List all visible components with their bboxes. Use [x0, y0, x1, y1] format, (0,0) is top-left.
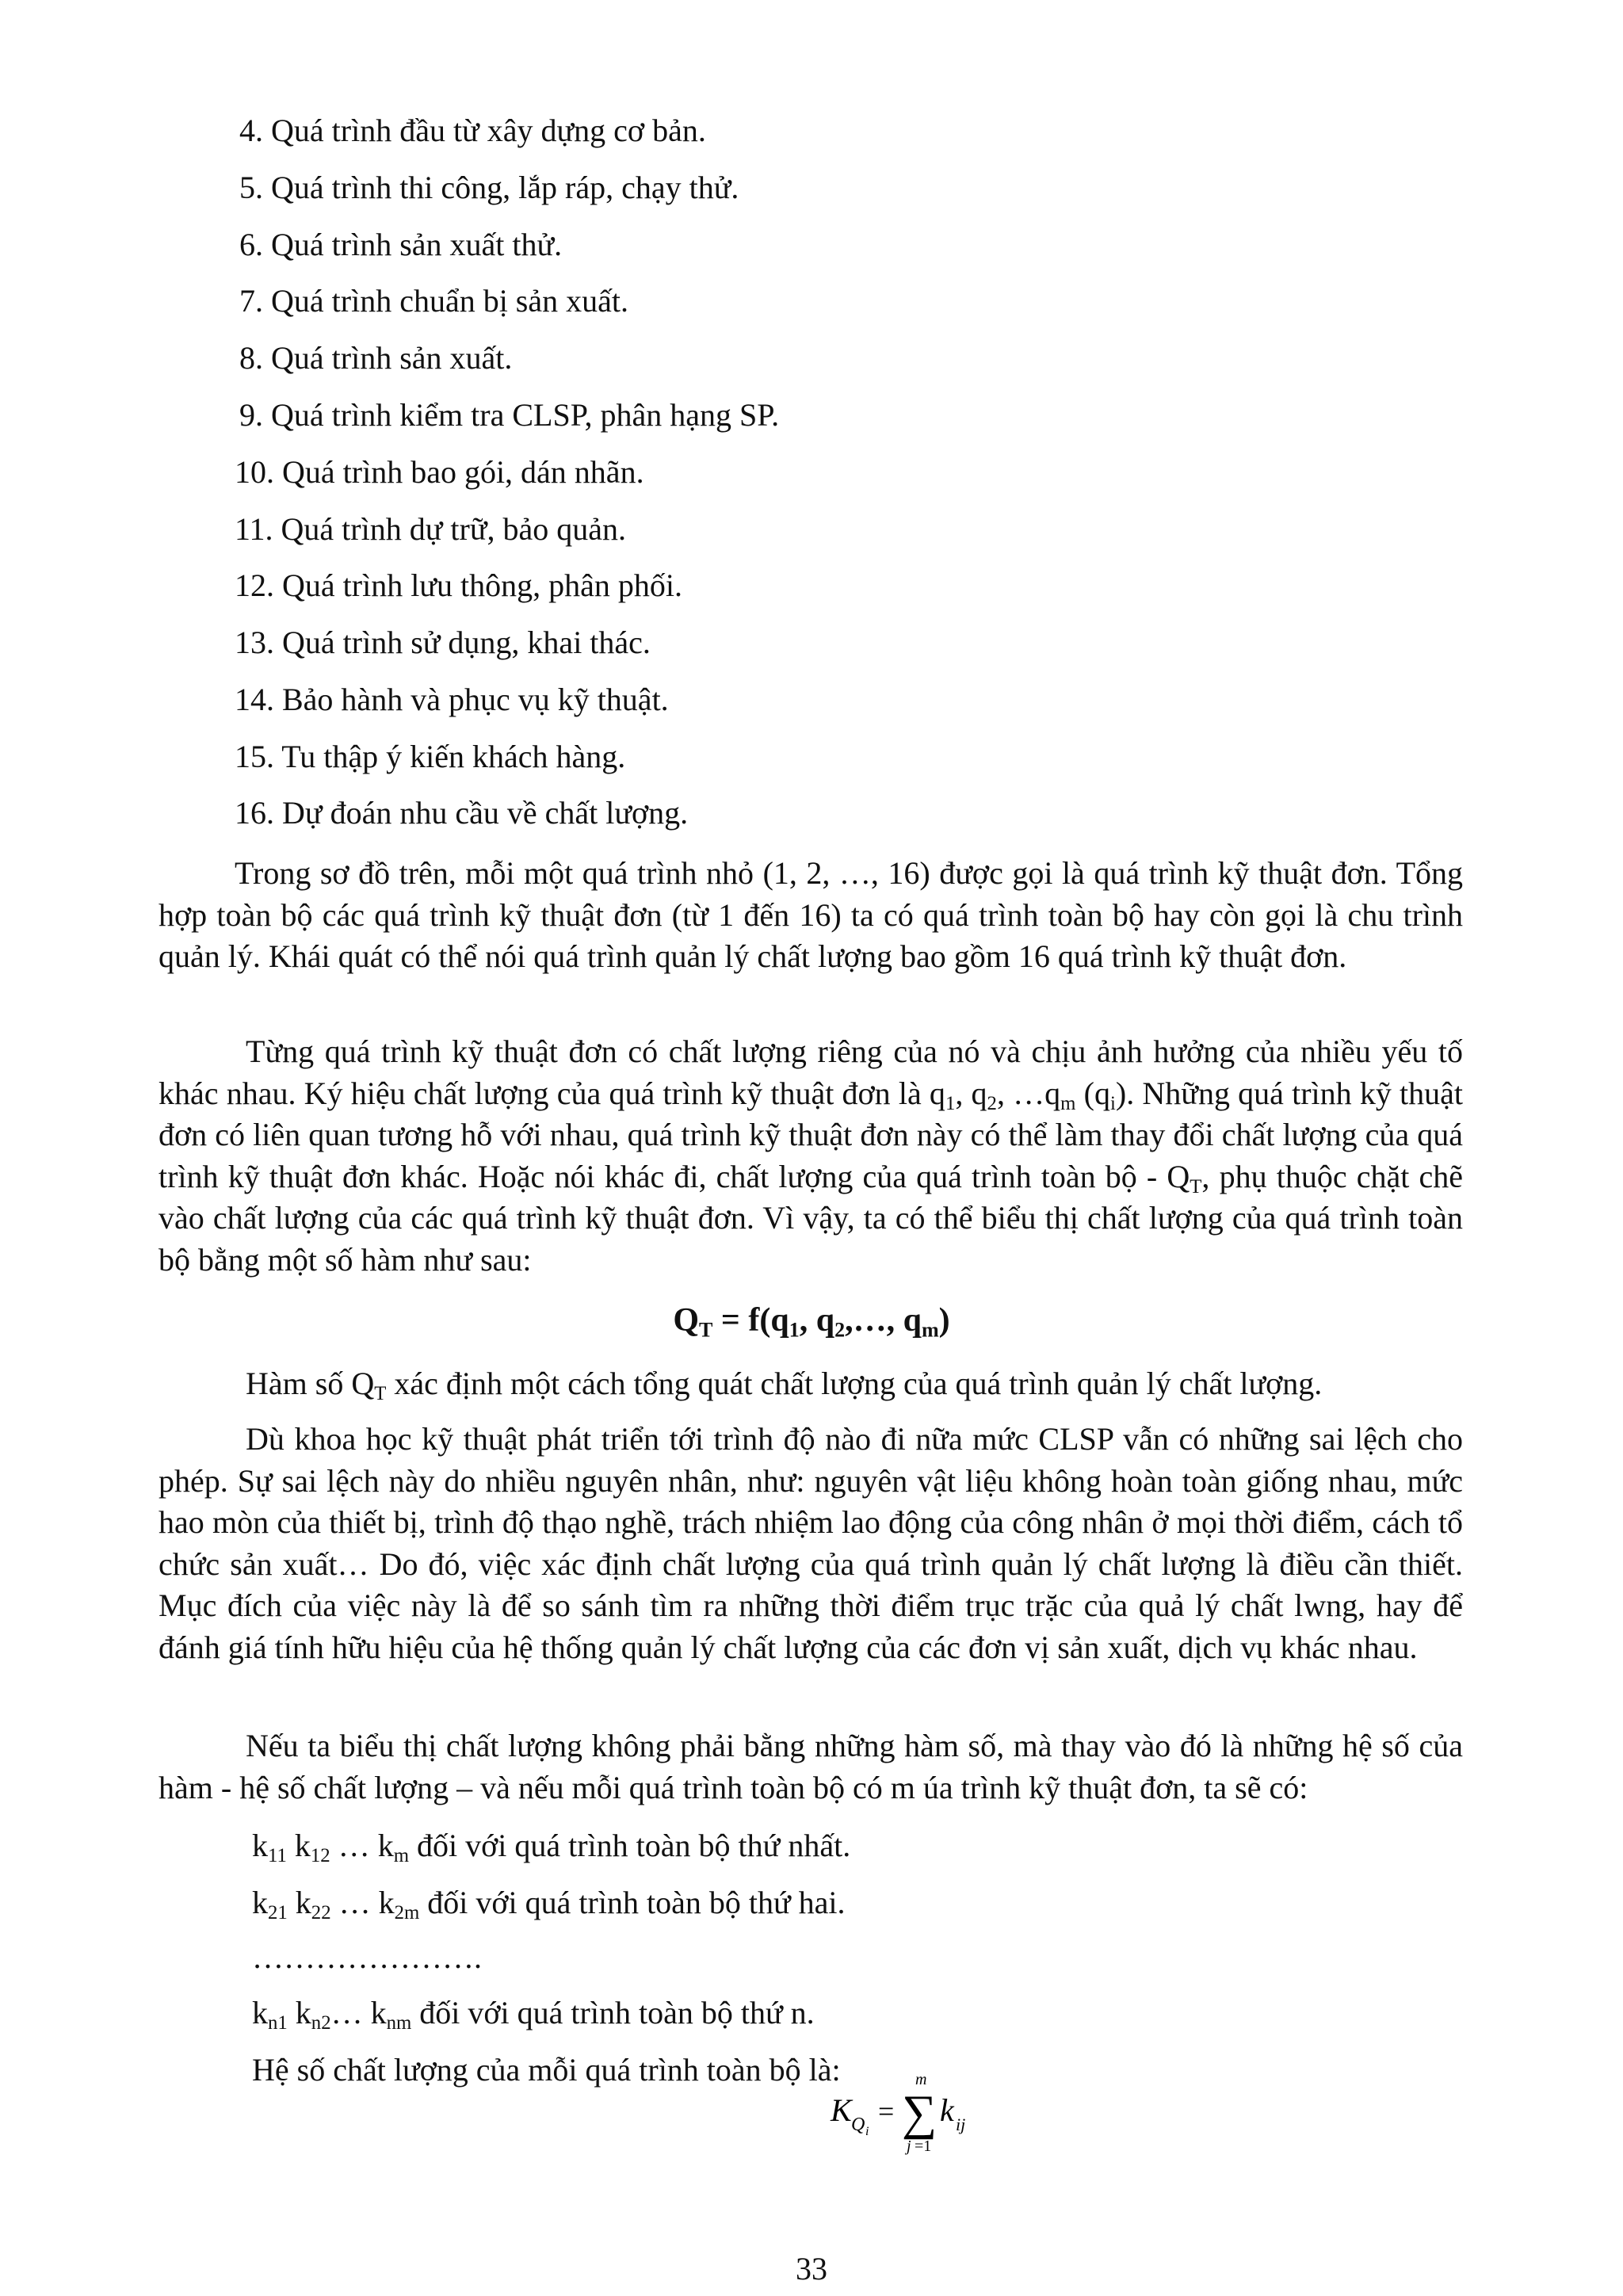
p2-sub-1: 1	[945, 1092, 956, 1114]
kq-i: i	[865, 2125, 869, 2138]
kq-k: k	[940, 2092, 954, 2128]
p2-sub-i: i	[1109, 1092, 1116, 1114]
list-item	[239, 338, 512, 378]
k1-rest: đối với quá trình toàn bộ thứ nhất.	[408, 1828, 851, 1863]
k1-s1: 11	[268, 1844, 287, 1866]
k1-k2: k	[286, 1828, 311, 1863]
list-item-number: 13.	[235, 625, 274, 660]
list-item-number: 10.	[235, 454, 274, 490]
list-item-text: Quá trình sản xuất thử.	[271, 227, 563, 262]
k-line-1	[252, 1826, 850, 1866]
formula-text-b: , q	[799, 1302, 835, 1339]
p2-text-d: (q	[1075, 1075, 1110, 1111]
list-item	[235, 510, 626, 549]
p2-sub-2: 2	[987, 1092, 997, 1114]
list-item	[235, 793, 688, 833]
k2-s3: 2m	[394, 1901, 420, 1924]
k1-s3: m	[393, 1844, 409, 1866]
kq-lower-j: j	[907, 2137, 911, 2155]
kq-K: K	[831, 2092, 852, 2128]
p2-sub-m: m	[1060, 1092, 1076, 1114]
list-item-text: Quá trình kiểm tra CLSP, phân hạng SP.	[271, 397, 780, 433]
p3-sub-T: T	[374, 1382, 387, 1404]
k3-k: k	[252, 1995, 268, 2030]
k-line-2	[252, 1883, 846, 1923]
paragraph-3	[246, 1364, 1322, 1404]
k3-rest: đối với quá trình toàn bộ thứ n.	[411, 1995, 815, 2030]
list-item-number: 5.	[239, 170, 263, 205]
k3-s2: n2	[311, 2011, 331, 2034]
list-item	[239, 281, 628, 321]
qt-formula	[0, 1300, 1623, 1342]
k2-mid: … k	[330, 1885, 395, 1920]
k2-rest: đối với quá trình toàn bộ thứ hai.	[419, 1885, 846, 1920]
paragraph-2	[158, 1031, 1463, 1281]
list-item	[235, 566, 682, 606]
paragraph-1-text: Trong sơ đồ trên, mỗi một quá trình nhỏ (1, 2, …, 16) được gọi là quá trình kỹ thuật đơn. Tổng hợp toàn bộ các quá trình kỹ thuật đơn (từ 1 đến 16) ta có quá trình toàn bộ hay còn gọi là chu trình quản lý. Khái quát có thể nói quá trình quản lý chất lượng bao gồm 16 quá trình kỹ thuật đơn.	[158, 855, 1463, 974]
paragraph-1	[158, 853, 1463, 978]
kq-equals: =	[878, 2095, 895, 2127]
k2-k2: k	[287, 1885, 311, 1920]
p2-text-c: , …q	[996, 1075, 1061, 1111]
formula-text-d: )	[938, 1302, 950, 1339]
list-item-text: Quá trình lưu thông, phân phối.	[282, 567, 682, 603]
list-item	[239, 168, 739, 208]
k1-mid: … k	[330, 1828, 394, 1863]
p2-sub-T: T	[1190, 1175, 1202, 1198]
list-item-number: 14.	[235, 682, 274, 717]
k1-k: k	[252, 1828, 268, 1863]
kq-lower-eq1: =1	[915, 2137, 932, 2155]
kq-sum-formula	[824, 2061, 983, 2156]
formula-sub-m: m	[921, 1318, 939, 1342]
list-item-text: Quá trình dự trữ, bảo quản.	[281, 511, 627, 547]
list-item-text: Tu thập ý kiến khách hàng.	[281, 739, 626, 774]
list-item-number: 15.	[235, 739, 274, 774]
kq-Q: Q	[851, 2115, 865, 2135]
page-number: 33	[796, 2251, 827, 2286]
k3-mid: … k	[330, 1995, 387, 2030]
kq-sigma: ∑	[902, 2086, 938, 2140]
kq-upper-m: m	[915, 2071, 927, 2088]
k3-k2: k	[287, 1995, 311, 2030]
list-item-number: 12.	[235, 567, 274, 603]
list-item-number: 8.	[239, 340, 263, 376]
k2-s2: 22	[311, 1901, 331, 1924]
list-item-number: 4.	[239, 113, 263, 148]
list-item-text: Bảo hành và phục vụ kỹ thuật.	[282, 682, 669, 717]
formula-sub-1: 1	[789, 1318, 800, 1342]
list-item	[235, 453, 644, 492]
p2-text-f: , phụ thuộc chặt chẽ vào chất lượng của các quá trình kỹ thuật đơn. Vì vậy, ta có thể biểu thị chất lượng của quá trình toàn bộ bằng một số hàm như sau:	[158, 1158, 1464, 1278]
list-item	[239, 111, 706, 151]
list-item-text: Quá trình thi công, lắp ráp, chạy thử.	[271, 170, 739, 205]
formula-text-c: ,…, q	[845, 1302, 922, 1339]
paragraph-6: Hệ số chất lượng của mỗi quá trình toàn bộ là:	[252, 2052, 841, 2088]
formula-q: Q	[673, 1302, 700, 1339]
list-item	[239, 395, 779, 435]
list-item-text: Quá trình bao gói, dán nhãn.	[282, 454, 644, 490]
p2-text-e: ). Những quá trình kỹ thuật đơn có liên quan tương hỗ với nhau, quá trình kỹ thuật đơn này có thể làm thay đổi chất lượng của quá trình kỹ thuật đơn khác. Hoặc nói khác đi, chất lượng của quá trình toàn bộ - Q	[158, 1075, 1464, 1194]
formula-text-a: = f(q	[712, 1302, 789, 1339]
formula-sub-2: 2	[834, 1318, 846, 1342]
list-item-text: Dự đoán nhu cầu về chất lượng.	[282, 795, 689, 831]
k3-s3: nm	[386, 2011, 412, 2034]
k2-k: k	[252, 1885, 268, 1920]
list-item-number: 7.	[239, 283, 263, 319]
k-dots: ………………….	[252, 1939, 482, 1975]
list-item	[239, 225, 562, 265]
paragraph-5-text: Nếu ta biểu thị chất lượng không phải bằng những hàm số, mà thay vào đó là những hệ số của hàm - hệ số chất lượng – và nếu mỗi quá trình toàn bộ có m úa trình kỹ thuật đơn, ta sẽ có:	[158, 1728, 1463, 1805]
formula-sub-T: T	[699, 1318, 713, 1342]
list-item-text: Quá trình sản xuất.	[271, 340, 513, 376]
list-item-number: 6.	[239, 227, 263, 262]
p2-text-a: Từng quá trình kỹ thuật đơn có chất lượng riêng của nó và chịu ảnh hưởng của nhiều yếu tố khác nhau. Ký hiệu chất lượng của quá trình kỹ thuật đơn là q	[158, 1033, 1463, 1111]
paragraph-5	[158, 1725, 1463, 1809]
list-item	[235, 623, 651, 663]
k-line-3	[252, 1993, 815, 2033]
k2-s1: 21	[268, 1901, 288, 1924]
list-item-text: Quá trình đầu từ xây dựng cơ bản.	[271, 113, 706, 148]
list-item	[235, 737, 625, 777]
list-item	[235, 680, 669, 720]
list-item-text: Quá trình sử dụng, khai thác.	[282, 625, 651, 660]
k1-s2: 12	[310, 1844, 330, 1866]
list-item-number: 16.	[235, 795, 274, 831]
p2-text-b: , q	[955, 1075, 987, 1111]
list-item-number: 9.	[239, 397, 263, 433]
paragraph-4-text: Dù khoa học kỹ thuật phát triển tới trình độ nào đi nữa mức CLSP vẫn có những sai lệch cho phép. Sự sai lệch này do nhiều nguyên nhân, như: nguyên vật liệu không hoàn toàn giống nhau, mức hao mòn của thiết bị, trình độ thạo nghề, trách nhiệm lao động của công nhân ở mọi thời điểm, cách tổ chức sản xuất… Do đó, việc xác định chất lượng của quá trình quản lý chất lượng là điều cần thiết. Mục đích của việc này là để so sánh tìm ra những thời điểm trục trặc của quả lý chất lwng, hay để đánh giá tính hữu hiệu của hệ thống quản lý chất lượng của các đơn vị sản xuất, dịch vụ khác nhau.	[158, 1421, 1463, 1665]
kq-ij: ij	[956, 2115, 966, 2134]
p3-text-a: Hàm số Q	[246, 1366, 375, 1401]
k3-s1: n1	[268, 2011, 288, 2034]
p3-text-b: xác định một cách tổng quát chất lượng của quá trình quản lý chất lượng.	[386, 1366, 1323, 1401]
paragraph-4	[158, 1419, 1463, 1668]
list-item-text: Quá trình chuẩn bị sản xuất.	[271, 283, 628, 319]
list-item-number: 11.	[235, 511, 273, 547]
